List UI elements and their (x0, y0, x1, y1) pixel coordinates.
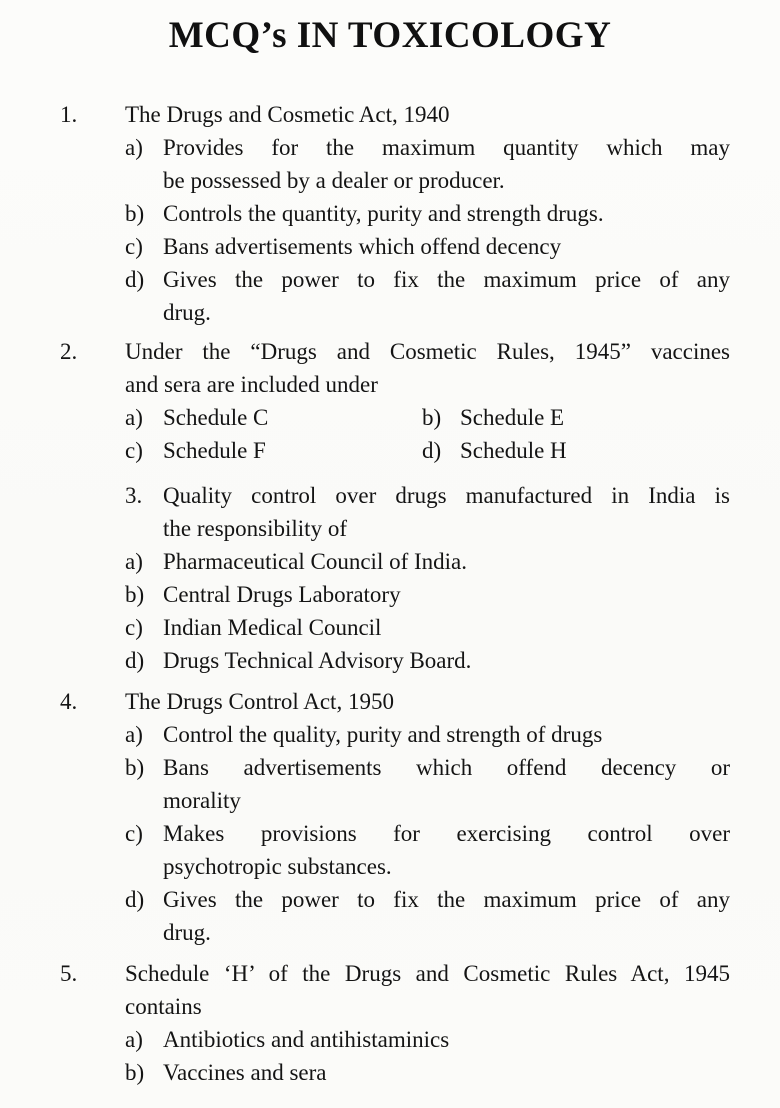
question-number: 3. (125, 483, 143, 508)
option-2c (125, 434, 422, 467)
option-2b (422, 401, 730, 434)
option-4d (0, 883, 780, 949)
option-text: Bans advertisements which offend decency (163, 234, 562, 259)
option-5a (0, 1023, 780, 1056)
option-4a (0, 718, 780, 751)
option-text: Control the quality, purity and strength of drugs (163, 722, 603, 747)
question-text: Schedule ‘H’ of the Drugs and Cosmetic Rules Act, 1945 (125, 961, 730, 986)
option-text: Antibiotics and antihistaminics (163, 1027, 450, 1052)
question-3 (0, 479, 780, 677)
option-letter: d) (125, 887, 145, 912)
option-text: Indian Medical Council (163, 615, 382, 640)
option-text: Schedule F (163, 438, 266, 463)
option-letter: a) (125, 405, 143, 430)
option-3c (0, 611, 780, 644)
option-letter: b) (125, 755, 145, 780)
option-text: Gives the power to fix the maximum price of any (163, 267, 730, 292)
option-row-2ab (0, 401, 780, 434)
option-text: Bans advertisements which offend decency or (163, 755, 730, 780)
option-text: Pharmaceutical Council of India. (163, 549, 468, 574)
option-letter: d) (125, 267, 145, 292)
page-title: MCQ’s IN TOXICOLOGY (168, 15, 612, 56)
option-text: Drugs Technical Advisory Board. (163, 648, 472, 673)
question-number: 4. (60, 689, 78, 714)
option-1a (0, 131, 780, 197)
option-text: be possessed by a dealer or producer. (163, 168, 505, 193)
option-letter: b) (125, 1060, 145, 1085)
question-2-heading (0, 335, 780, 401)
question-4-heading (0, 685, 780, 718)
option-4c (0, 817, 780, 883)
option-1b (0, 197, 780, 230)
option-letter: c) (125, 234, 143, 259)
question-text: the responsibility of (163, 516, 347, 541)
question-text: and sera are included under (125, 372, 378, 397)
option-4b (0, 751, 780, 817)
option-3d (0, 644, 780, 677)
option-letter: d) (422, 438, 442, 463)
option-letter: b) (422, 405, 442, 430)
question-3-heading (0, 479, 780, 545)
question-text: The Drugs and Cosmetic Act, 1940 (125, 102, 450, 127)
option-text: Schedule H (460, 438, 567, 463)
option-text: Makes provisions for exercising control over (163, 821, 730, 846)
option-letter: c) (125, 615, 143, 640)
option-text: psychotropic substances. (163, 854, 392, 879)
option-1d (0, 263, 780, 329)
option-text: Schedule C (163, 405, 269, 430)
option-letter: a) (125, 1027, 143, 1052)
option-3b (0, 578, 780, 611)
question-text: Under the “Drugs and Cosmetic Rules, 1945” vaccines (125, 339, 730, 364)
option-text: drug. (163, 920, 211, 945)
option-letter: a) (125, 722, 143, 747)
option-text: Provides for the maximum quantity which may (163, 135, 730, 160)
question-text: Quality control over drugs manufactured in India is (163, 483, 730, 508)
option-text: Gives the power to fix the maximum price of any (163, 887, 730, 912)
option-text: Controls the quantity, purity and strength drugs. (163, 201, 604, 226)
option-letter: d) (125, 648, 145, 673)
option-row-2cd (0, 434, 780, 467)
option-letter: c) (125, 438, 143, 463)
option-2d (422, 434, 730, 467)
question-text: The Drugs Control Act, 1950 (125, 689, 394, 714)
question-number: 1. (60, 102, 78, 127)
option-text: morality (163, 788, 241, 813)
option-text: Central Drugs Laboratory (163, 582, 401, 607)
option-5b (0, 1056, 780, 1089)
option-3a (0, 545, 780, 578)
question-4 (0, 685, 780, 949)
question-2 (0, 335, 780, 467)
option-text: drug. (163, 300, 211, 325)
option-2a (125, 401, 422, 434)
question-1-heading (0, 98, 780, 131)
question-5-heading (0, 957, 780, 1023)
option-letter: a) (125, 549, 143, 574)
option-text: Vaccines and sera (163, 1060, 327, 1085)
question-5 (0, 957, 780, 1089)
question-1 (0, 98, 780, 329)
question-number: 2. (60, 339, 78, 364)
option-letter: b) (125, 582, 145, 607)
option-letter: c) (125, 821, 143, 846)
question-text: contains (125, 994, 202, 1019)
option-letter: a) (125, 135, 143, 160)
question-number: 5. (60, 961, 78, 986)
option-1c (0, 230, 780, 263)
option-text: Schedule E (460, 405, 565, 430)
option-letter: b) (125, 201, 145, 226)
